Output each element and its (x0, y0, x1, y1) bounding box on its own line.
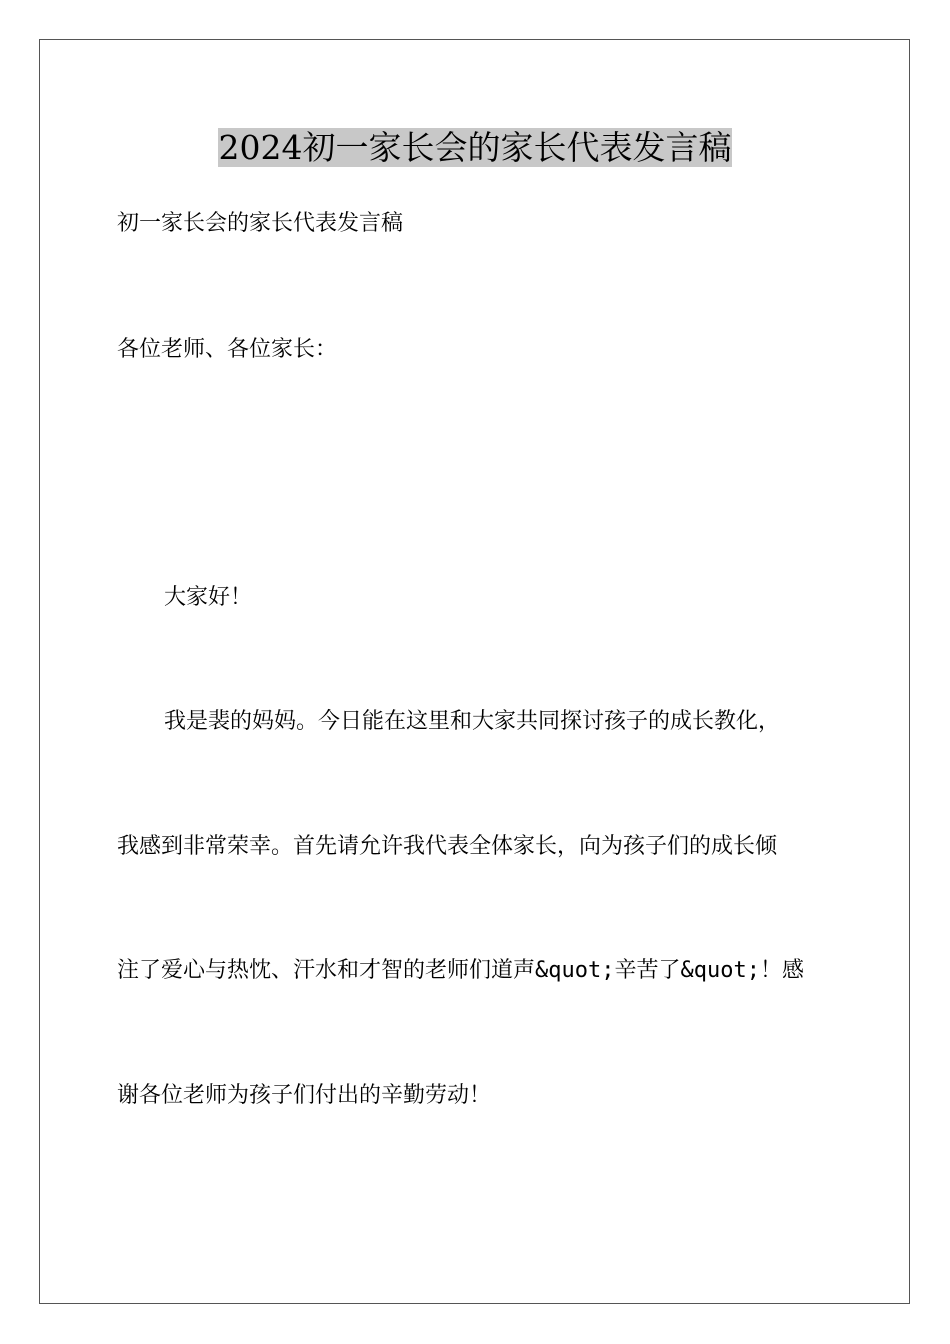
paragraph-line: 谢各位老师为孩子们付出的辛勤劳动！ (117, 1083, 492, 1108)
salutation-line: 各位老师、各位家长： (117, 337, 338, 362)
document-title (0, 124, 950, 172)
paragraph-line: 我是裴的妈妈。今日能在这里和大家共同探讨孩子的成长教化， (164, 709, 781, 734)
paragraph-line: 我感到非常荣幸。首先请允许我代表全体家长，向为孩子们的成长倾 (117, 834, 778, 859)
document-title-text: 2024初一家长会的家长代表发言稿 (218, 128, 732, 167)
subtitle-line: 初一家长会的家长代表发言稿 (117, 211, 404, 236)
paragraph-line: 注了爱心与热忱、汗水和才智的老师们道声&quot;辛苦了&quot;！感 (117, 958, 804, 983)
greeting-line: 大家好！ (164, 585, 253, 610)
